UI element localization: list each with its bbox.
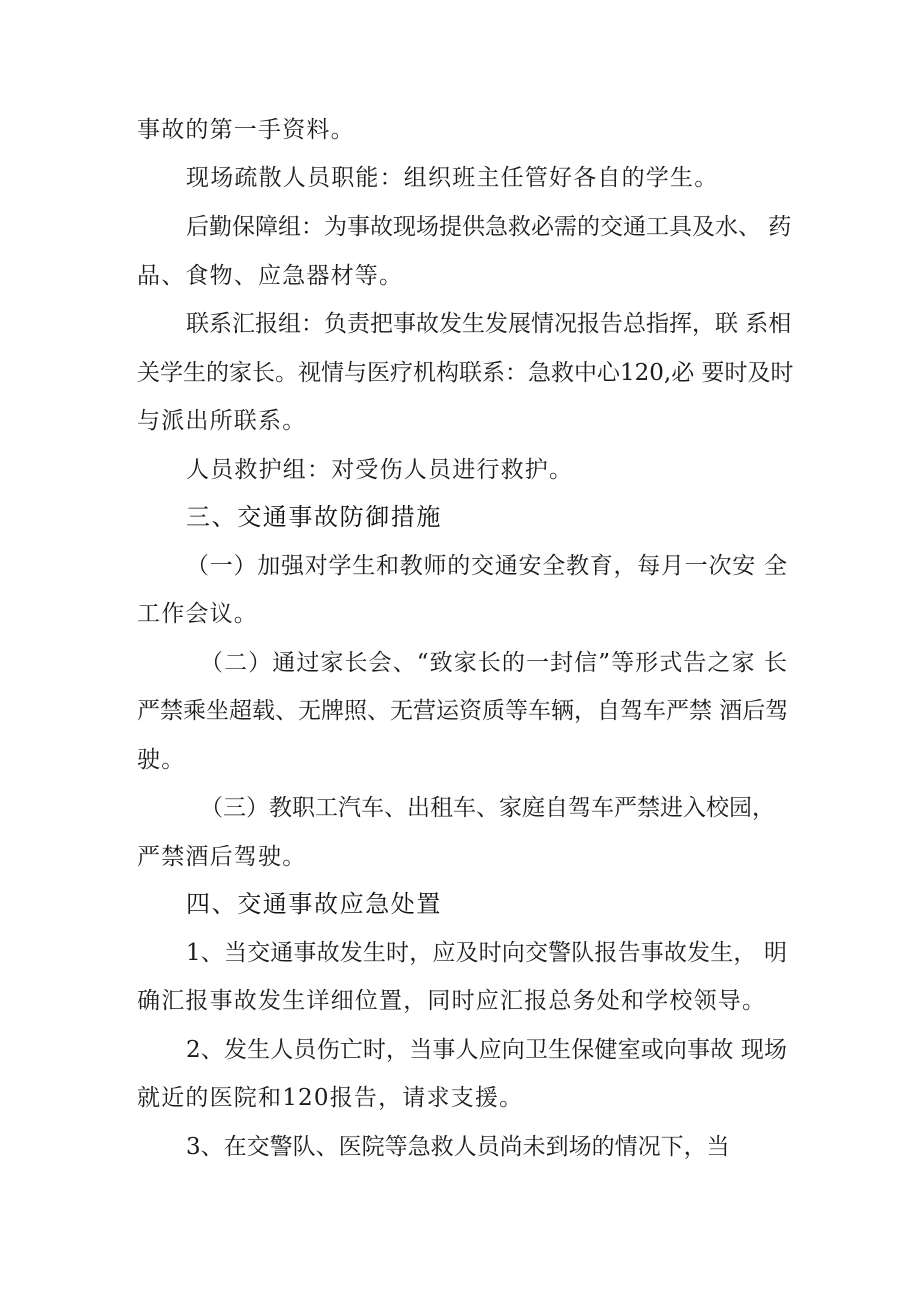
text-line-1: 事故的第一手资料。 [137,117,355,143]
text-line-4: 品、食物、应急器材等。 [137,263,404,289]
text-line-16: 严禁酒后驾驶。 [137,844,307,870]
text-line-15: （三）教职工汽车、出租车、家庭自驾车严禁进入校园， [200,795,775,821]
text-line-5: 联系汇报组：负责把事故发生发展情况报告总指挥，联 系相 [186,311,792,337]
text-line-19: 确汇报事故发生详细位置，同时应汇报总务处和学校领导。 [137,988,767,1014]
text-line-21: 就近的医院和120报告，请求支援。 [137,1085,524,1111]
text-line-10: （一）加强对学生和教师的交通安全教育，每月一次安 全 [186,553,787,579]
text-line-8: 人员救护组：对受伤人员进行救护。 [186,457,574,483]
text-line-18: 1、当交通事故发生时，应及时向交警队报告事故发生， 明 [186,940,787,966]
text-line-6: 关学生的家长。视情与医疗机构联系：急救中心120,必 要时及时 [137,360,794,386]
text-line-12: （二）通过家长会、“致家长的一封信”等形式告之家 长 [200,650,787,676]
text-line-2: 现场疏散人员职能：组织班主任管好各自的学生。 [186,165,719,191]
text-line-20: 2、发生人员伤亡时，当事人应向卫生保健室或向事故 现场 [186,1037,787,1063]
section-heading-4: 四、交通事故应急处置 [186,890,442,918]
text-line-22: 3、在交警队、医院等急救人员尚未到场的情况下，当 [186,1134,730,1160]
text-line-11: 工作会议。 [137,601,258,627]
text-line-3: 后勤保障组：为事故现场提供急救必需的交通工具及水、 药 [186,214,792,240]
text-line-13: 严禁乘坐超载、无牌照、无营运资质等车辆，自驾车严禁 酒后驾 [137,698,789,724]
text-line-7: 与派出所联系。 [137,408,307,434]
section-heading-3: 三、交通事故防御措施 [186,503,442,531]
text-line-14: 驶。 [137,747,186,773]
